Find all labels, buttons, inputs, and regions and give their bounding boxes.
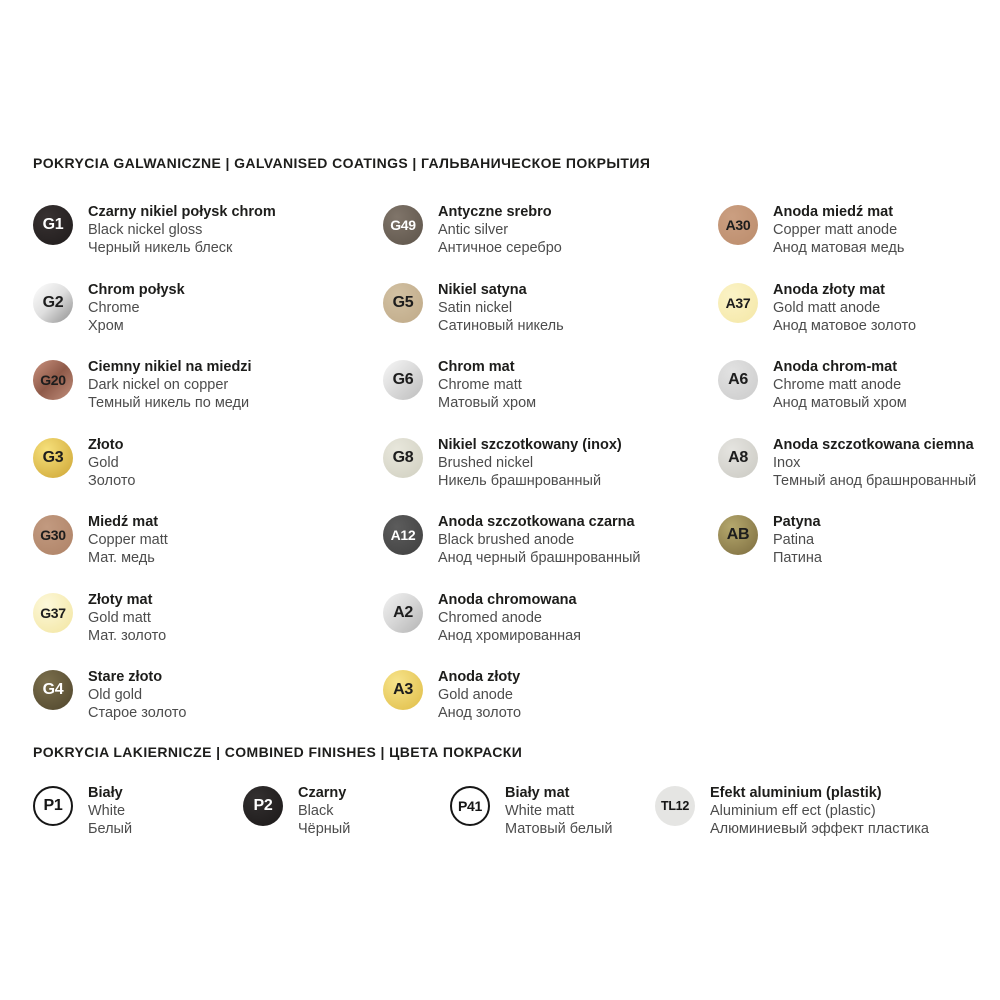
galvanised-column-3 xyxy=(718,203,993,569)
swatch-badge-p2: P2 xyxy=(243,786,283,826)
finish-name-pl: Efekt aluminium (plastik) xyxy=(710,785,882,801)
finish-item-g6 xyxy=(383,358,703,414)
swatch-badge-g30: G30 xyxy=(33,515,73,555)
finish-name-pl: Antyczne srebro xyxy=(438,204,552,220)
finish-name-ru: Анод черный брашнрованный xyxy=(438,550,641,566)
finish-name-pl: Stare złoto xyxy=(88,669,163,685)
finish-labels-a3 xyxy=(438,668,521,722)
finish-name-en: Gold anode xyxy=(438,687,513,703)
finish-name-en: Copper matt anode xyxy=(773,222,898,238)
finish-name-pl: Ciemny nikiel na miedzi xyxy=(88,359,252,375)
finish-name-pl: Biały xyxy=(88,785,123,801)
finish-name-en: Antic silver xyxy=(438,222,509,238)
swatch-badge-g3: G3 xyxy=(33,438,73,478)
finish-name-pl: Czarny xyxy=(298,785,347,801)
finish-name-pl: Patyna xyxy=(773,514,821,530)
galvanised-coatings-header: POKRYCIA GALWANICZNE | GALVANISED COATINGS | ГАЛЬВАНИЧЕСКОЕ ПОКРЫТИЯ xyxy=(33,155,651,171)
finish-name-en: White xyxy=(88,803,126,819)
finish-labels-g20 xyxy=(88,358,252,412)
finish-name-en: Chrome matt anode xyxy=(773,377,902,393)
finish-name-ru: Никель брашнрованный xyxy=(438,472,602,489)
finish-name-ru: Алюминиевый эффект пластика xyxy=(710,821,929,837)
swatch-badge-a37: A37 xyxy=(718,283,758,323)
finish-item-p1 xyxy=(33,784,132,840)
finish-name-ru: Анод матовое золото xyxy=(773,317,917,334)
swatch-badge-g37: G37 xyxy=(33,593,73,633)
finish-name-pl: Złoto xyxy=(88,436,124,453)
finish-item-g2 xyxy=(33,281,368,337)
finish-item-a6 xyxy=(718,358,993,414)
finish-name-pl: Anoda złoty xyxy=(438,669,521,685)
finish-labels-a6 xyxy=(773,358,907,412)
finish-name-ru: Мат. золото xyxy=(88,627,167,644)
finish-name-en: Aluminium eff ect (plastic) xyxy=(710,803,876,819)
finish-name-pl: Anoda złoty mat xyxy=(773,281,885,298)
finish-labels-a2 xyxy=(438,591,581,645)
finish-name-pl: Anoda szczotkowana czarna xyxy=(438,514,635,530)
finish-name-pl: Nikiel satyna xyxy=(438,281,527,298)
finish-item-g30 xyxy=(33,513,368,569)
finish-name-pl: Czarny nikiel połysk chrom xyxy=(88,204,276,220)
finish-name-ru: Анод хромированная xyxy=(438,627,582,644)
finish-labels-g1 xyxy=(88,203,276,257)
swatch-badge-tl12: TL12 xyxy=(655,786,695,826)
finish-item-g3 xyxy=(33,436,368,492)
finish-labels-g4 xyxy=(88,668,186,722)
finish-labels-a12 xyxy=(438,513,641,567)
finish-labels-g6 xyxy=(438,358,536,412)
combined-finishes-header: POKRYCIA LAKIERNICZE | COMBINED FINISHES | ЦВЕТА ПОКРАСКИ xyxy=(33,744,523,760)
finish-name-pl: Chrom mat xyxy=(438,359,515,375)
finish-name-ru: Патина xyxy=(773,550,822,566)
swatch-badge-a8: A8 xyxy=(718,438,758,478)
finish-name-ru: Анод золото xyxy=(438,705,522,721)
finish-item-g49 xyxy=(383,203,703,259)
finish-name-en: Copper matt xyxy=(88,532,168,548)
swatch-badge-g4: G4 xyxy=(33,670,73,710)
finish-item-ab xyxy=(718,513,993,569)
finish-item-a3 xyxy=(383,668,703,724)
finish-name-en: Inox xyxy=(773,454,801,471)
finish-labels-g2 xyxy=(88,281,185,335)
finish-item-a37 xyxy=(718,281,993,337)
finish-item-g1 xyxy=(33,203,368,259)
finish-item-tl12 xyxy=(655,784,929,840)
finish-name-pl: Biały mat xyxy=(505,785,570,801)
finish-name-pl: Złoty mat xyxy=(88,591,153,608)
swatch-badge-g6: G6 xyxy=(383,360,423,400)
finish-name-en: Black nickel gloss xyxy=(88,222,203,238)
combined-column-3 xyxy=(450,784,613,840)
finish-name-en: Chromed anode xyxy=(438,609,542,626)
swatch-badge-p41: P41 xyxy=(450,786,490,826)
finish-name-ru: Чёрный xyxy=(298,821,351,837)
finish-labels-g49 xyxy=(438,203,562,257)
finish-item-p41 xyxy=(450,784,613,840)
finish-name-ru: Темный анод брашнрованный xyxy=(773,472,977,489)
combined-column-1 xyxy=(33,784,132,840)
finish-labels-a37 xyxy=(773,281,916,335)
finish-name-ru: Черный никель блеск xyxy=(88,240,233,256)
finish-labels-g5 xyxy=(438,281,564,335)
swatch-badge-ab: AB xyxy=(718,515,758,555)
finish-labels-a30 xyxy=(773,203,904,257)
finish-item-g5 xyxy=(383,281,703,337)
finish-item-a12 xyxy=(383,513,703,569)
finish-name-pl: Anoda chromowana xyxy=(438,591,577,608)
finish-labels-a8 xyxy=(773,436,976,490)
finish-item-g8 xyxy=(383,436,703,492)
finish-item-a2 xyxy=(383,591,703,647)
finish-name-en: White matt xyxy=(505,803,575,819)
swatch-badge-a30: A30 xyxy=(718,205,758,245)
finish-labels-tl12 xyxy=(710,784,929,838)
finish-item-p2 xyxy=(243,784,350,840)
swatch-badge-g2: G2 xyxy=(33,283,73,323)
swatch-badge-a6: A6 xyxy=(718,360,758,400)
swatch-badge-a12: A12 xyxy=(383,515,423,555)
finish-name-ru: Мат. медь xyxy=(88,550,155,566)
finish-name-ru: Матовый белый xyxy=(505,821,613,837)
finish-name-ru: Белый xyxy=(88,821,133,837)
finish-name-ru: Матовый хром xyxy=(438,395,537,411)
finish-name-ru: Хром xyxy=(88,317,124,334)
swatch-badge-g5: G5 xyxy=(383,283,423,323)
finish-item-g37 xyxy=(33,591,368,647)
swatch-badge-g8: G8 xyxy=(383,438,423,478)
combined-column-2 xyxy=(243,784,350,840)
finish-item-g4 xyxy=(33,668,368,724)
finish-name-ru: Сатиновый никель xyxy=(438,317,564,334)
finish-name-en: Gold matt anode xyxy=(773,299,881,316)
finish-name-en: Patina xyxy=(773,532,815,548)
swatch-badge-g1: G1 xyxy=(33,205,73,245)
finish-name-en: Gold matt xyxy=(88,609,151,626)
finish-name-pl: Nikiel szczotkowany (inox) xyxy=(438,436,622,453)
finish-name-en: Brushed nickel xyxy=(438,454,534,471)
swatch-badge-g20: G20 xyxy=(33,360,73,400)
finish-item-a8 xyxy=(718,436,993,492)
combined-column-4 xyxy=(655,784,929,840)
finish-labels-p2 xyxy=(298,784,350,838)
finish-name-en: Chrome matt xyxy=(438,377,522,393)
finish-name-en: Old gold xyxy=(88,687,143,703)
finish-name-en: Black xyxy=(298,803,334,819)
galvanised-column-2 xyxy=(383,203,703,724)
finish-name-pl: Anoda chrom-mat xyxy=(773,359,898,375)
finish-name-en: Satin nickel xyxy=(438,299,513,316)
finish-name-pl: Miedź mat xyxy=(88,514,159,530)
galvanised-column-1 xyxy=(33,203,368,724)
finish-name-ru: Античное серебро xyxy=(438,240,562,256)
finish-name-en: Black brushed anode xyxy=(438,532,575,548)
finish-name-ru: Анод матовый хром xyxy=(773,395,907,411)
finish-labels-g37 xyxy=(88,591,166,645)
finish-labels-g8 xyxy=(438,436,622,490)
finish-name-ru: Темный никель по меди xyxy=(88,395,250,411)
swatch-badge-a2: A2 xyxy=(383,593,423,633)
finish-labels-p41 xyxy=(505,784,613,838)
finish-item-g20 xyxy=(33,358,368,414)
finish-labels-g30 xyxy=(88,513,168,567)
finish-name-ru: Старое золото xyxy=(88,705,187,721)
finish-labels-ab xyxy=(773,513,822,567)
swatch-badge-p1: P1 xyxy=(33,786,73,826)
finish-name-en: Dark nickel on copper xyxy=(88,377,229,393)
finish-name-pl: Anoda szczotkowana ciemna xyxy=(773,436,974,453)
swatch-badge-a3: A3 xyxy=(383,670,423,710)
finish-name-en: Gold xyxy=(88,454,119,471)
finish-name-ru: Золото xyxy=(88,472,136,489)
finish-labels-g3 xyxy=(88,436,135,490)
finish-name-pl: Chrom połysk xyxy=(88,281,185,298)
finish-name-en: Chrome xyxy=(88,299,140,316)
finish-labels-p1 xyxy=(88,784,132,838)
swatch-badge-g49: G49 xyxy=(383,205,423,245)
finish-item-a30 xyxy=(718,203,993,259)
finish-name-pl: Anoda miedź mat xyxy=(773,204,894,220)
finish-name-ru: Анод матовая медь xyxy=(773,240,905,256)
